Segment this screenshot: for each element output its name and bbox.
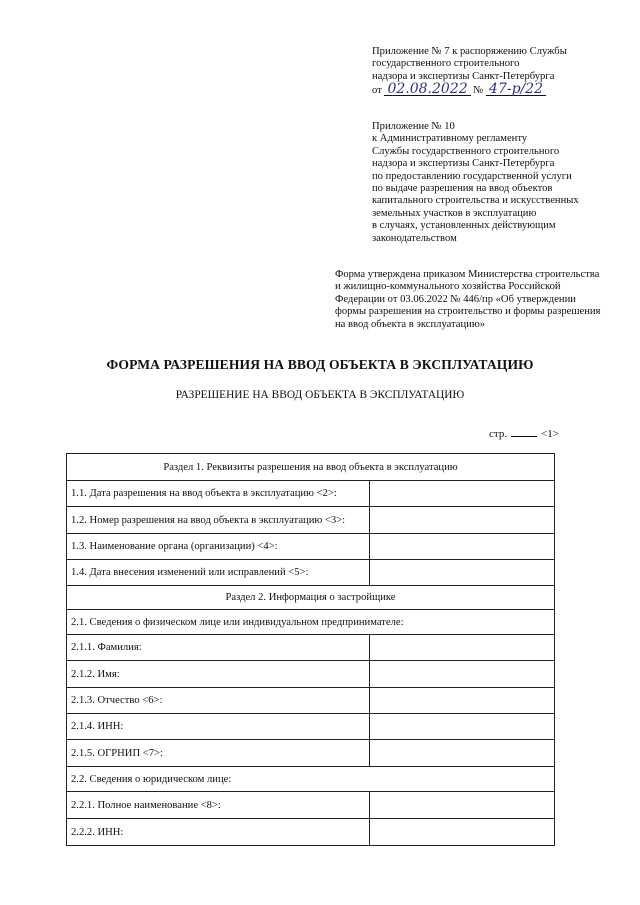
permit-form-table — [66, 453, 555, 846]
appendix-7-line-2: государственного строительного — [372, 58, 520, 70]
appendix-7-line-1: Приложение № 7 к распоряжению Службы — [372, 46, 567, 57]
row-label: 1.4. Дата внесения изменений или исправлений <5>: — [67, 560, 370, 586]
row-label: 2.2.2. ИНН: — [67, 819, 370, 846]
form-approval-note — [335, 269, 600, 331]
surname-field[interactable] — [369, 635, 554, 661]
appendix-10-header — [372, 121, 579, 245]
form-note-line: и жилищно-коммунального хозяйства Российской — [335, 281, 561, 293]
page-number-blank — [511, 426, 537, 437]
table-row — [67, 635, 555, 661]
form-note-line: Форма утверждена приказом Министерства строительства — [335, 269, 600, 280]
amendment-date-field[interactable] — [369, 560, 554, 586]
section-2-header: Раздел 2. Информация о застройщике — [67, 586, 555, 610]
table-row — [67, 534, 555, 560]
appendix-7-header — [372, 46, 567, 98]
page-ref: <1> — [541, 428, 559, 440]
appendix-10-line: по выдаче разрешения на ввод объектов — [372, 183, 553, 195]
row-label: 2.1. Сведения о физическом лице или индивидуальном предпринимателе: — [67, 610, 555, 635]
legal-inn-field[interactable] — [369, 819, 554, 846]
patronymic-field[interactable] — [369, 688, 554, 714]
row-label: 2.2. Сведения о юридическом лице: — [67, 767, 555, 792]
row-label: 1.1. Дата разрешения на ввод объекта в эксплуатацию <2>: — [67, 481, 370, 507]
inn-field[interactable] — [369, 714, 554, 740]
handwritten-date: 02.08.2022 — [384, 83, 470, 96]
row-label: 2.1.1. Фамилия: — [67, 635, 370, 661]
from-label: от — [372, 85, 382, 97]
table-row — [67, 740, 555, 767]
appendix-7-line-3: надзора и экспертизы Санкт-Петербурга — [372, 70, 555, 82]
table-row — [67, 714, 555, 740]
form-note-line: на ввод объекта в эксплуатацию» — [335, 318, 486, 330]
appendix-10-line: к Административному регламенту — [372, 133, 528, 145]
number-label: № — [473, 85, 484, 97]
document-title: ФОРМА РАЗРЕШЕНИЯ НА ВВОД ОБЪЕКТА В ЭКСПЛУАТАЦИЮ — [106, 357, 534, 372]
appendix-10-line: законодательством — [372, 232, 457, 244]
row-label: 2.1.5. ОГРНИП <7>: — [67, 740, 370, 767]
table-row — [67, 586, 555, 610]
appendix-7-date-line — [372, 83, 567, 97]
table-row — [67, 792, 555, 819]
appendix-10-line: надзора и экспертизы Санкт-Петербурга — [372, 158, 555, 170]
table-row — [67, 661, 555, 688]
legal-full-name-field[interactable] — [369, 792, 554, 819]
section-1-header: Раздел 1. Реквизиты разрешения на ввод объекта в эксплуатацию — [67, 454, 555, 481]
first-name-field[interactable] — [369, 661, 554, 688]
appendix-10-line: Приложение № 10 — [372, 121, 455, 132]
handwritten-number: 47-р/22 — [486, 83, 546, 96]
table-row — [67, 819, 555, 846]
permit-date-field[interactable] — [369, 481, 554, 507]
page-number — [489, 426, 559, 440]
table-row — [67, 560, 555, 586]
row-label: 2.1.3. Отчество <6>: — [67, 688, 370, 714]
form-note-line: Федерации от 03.06.2022 № 446/пр «Об утверждении — [335, 293, 576, 305]
row-label: 1.3. Наименование органа (организации) <4>: — [67, 534, 370, 560]
authority-name-field[interactable] — [369, 534, 554, 560]
table-row — [67, 767, 555, 792]
appendix-10-line: капитального строительства и искусственных — [372, 195, 579, 207]
row-label: 2.2.1. Полное наименование <8>: — [67, 792, 370, 819]
table-row — [67, 507, 555, 534]
table-row — [67, 610, 555, 635]
row-label: 1.2. Номер разрешения на ввод объекта в эксплуатацию <3>: — [67, 507, 370, 534]
appendix-10-line: земельных участков в эксплуатацию — [372, 207, 537, 219]
appendix-10-line: Службы государственного строительного — [372, 145, 560, 157]
appendix-10-line: по предоставлению государственной услуги — [372, 170, 572, 182]
table-row — [67, 688, 555, 714]
appendix-10-line: в случаях, установленных действующим — [372, 220, 556, 232]
row-label: 2.1.4. ИНН: — [67, 714, 370, 740]
page-label: стр. — [489, 428, 508, 440]
document-subtitle: РАЗРЕШЕНИЕ НА ВВОД ОБЪЕКТА В ЭКСПЛУАТАЦИЮ — [175, 389, 465, 401]
ogrnip-field[interactable] — [369, 740, 554, 767]
table-row — [67, 481, 555, 507]
permit-number-field[interactable] — [369, 507, 554, 534]
table-row — [67, 454, 555, 481]
row-label: 2.1.2. Имя: — [67, 661, 370, 688]
form-note-line: формы разрешения на строительство и формы разрешения — [335, 306, 601, 318]
